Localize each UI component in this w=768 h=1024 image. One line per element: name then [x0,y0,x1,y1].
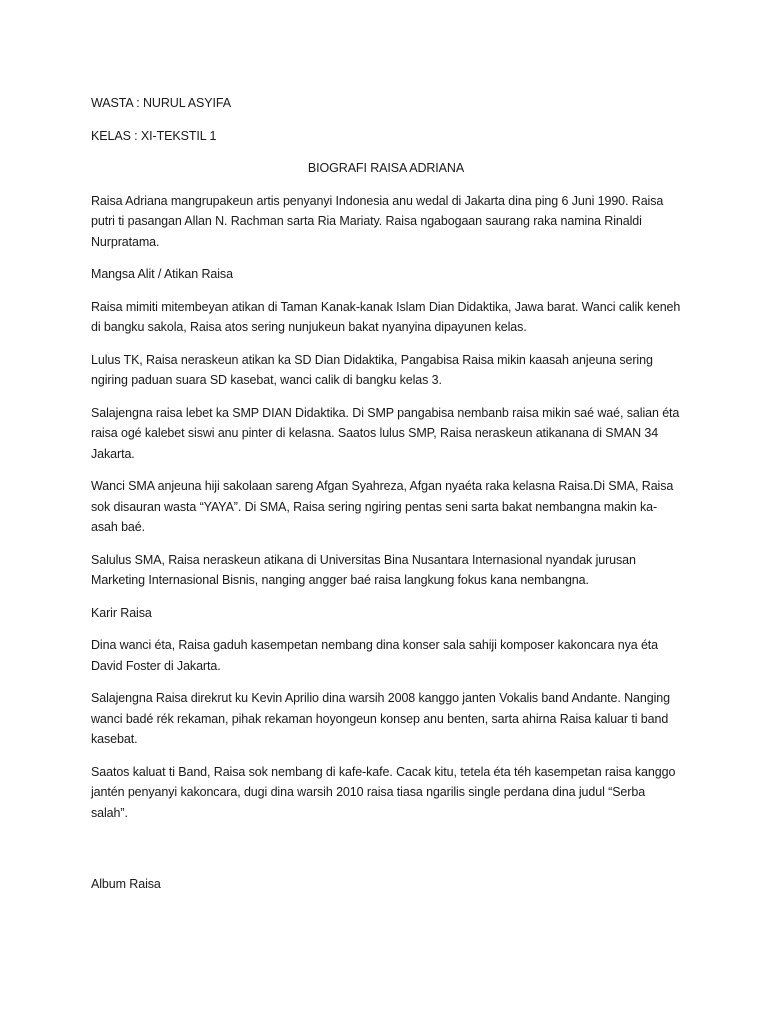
paragraph-andante: Salajengna Raisa direkrut ku Kevin Aprilio dina warsih 2008 kanggo janten Vokalis band Andante. Nanging wanci badé rék rekaman, pihak rekaman hoyongeun konsep anu benten, sarta ahirna Raisa kaluar ti band kasebat. [91,691,670,746]
document-title: BIOGRAFI RAISA ADRIANA [307,161,465,175]
paragraph-david-foster: Dina wanci éta, Raisa gaduh kasempetan nembang dina konser sala sahiji komposer kakoncara nya éta David Foster di Jakarta. [91,638,659,673]
section-heading-childhood: Mangsa Alit / Atikan Raisa [91,267,233,281]
paragraph-kindergarten: Raisa mimiti mitembeyan atikan di Taman Kanak-kanak Islam Dian Didaktika, Jawa barat. Wanci calik keneh di bangku sakola, Raisa atos sering nunjukeun bakat nyanyina dipayunen kelas. [91,299,681,334]
paragraph-junior-high: Salajengna raisa lebet ka SMP DIAN Didaktika. Di SMP pangabisa nembanb raisa mikin saé waé, salian éta raisa ogé kalebet siswi anu pinter di kelasna. Saatos lulus SMP, Raisa neraskeun atikanana di SMAN 34 Jakarta. [91,405,680,461]
paragraph-intro: Raisa Adriana mangrupakeun artis penyanyi Indonesia anu wedal di Jakarta dina ping 6 Juni 1990. Raisa putri ti pasangan Allan N. Rachman sarta Ria Mariaty. Raisa ngabogaan saurang raka namina Rinaldi Nurpratama. [91,193,664,249]
section-heading-career: Karir Raisa [91,605,152,620]
document-body [91,93,681,907]
section-heading-album: Album Raisa [91,877,161,891]
student-name: WASTA : NURUL ASYIFA [91,96,231,110]
paragraph-elementary: Lulus TK, Raisa neraskeun atikan ka SD Dian Didaktika, Pangabisa Raisa mikin kaasah anjeuna sering ngiring paduan suara SD kasebat, wanci calik di bangku kelas 3. [91,352,653,387]
student-class: KELAS : XI-TEKSTIL 1 [91,128,217,143]
paragraph-university: Salulus SMA, Raisa neraskeun atikana di Universitas Bina Nusantara Internasional nyandak jurusan Marketing Internasional Bisnis, nanging angger baé raisa langkung fokus kana nembangna. [91,552,636,587]
paragraph-senior-high: Wanci SMA anjeuna hiji sakolaan sareng Afgan Syahreza, Afgan nyaéta raka kelasna Raisa.Di SMA, Raisa sok disauran wasta “YAYA”. Di SMA, Raisa sering ngiring pentas seni sarta bakat nembangna makin ka-asah baé. [91,479,674,534]
paragraph-solo-career: Saatos kaluat ti Band, Raisa sok nembang di kafe-kafe. Cacak kitu, tetela éta téh kasempetan raisa kanggo jantén penyanyi kakoncara, dugi dina warsih 2010 raisa tiasa ngarilis single perdana dina judul “Serba salah”. [91,764,676,820]
